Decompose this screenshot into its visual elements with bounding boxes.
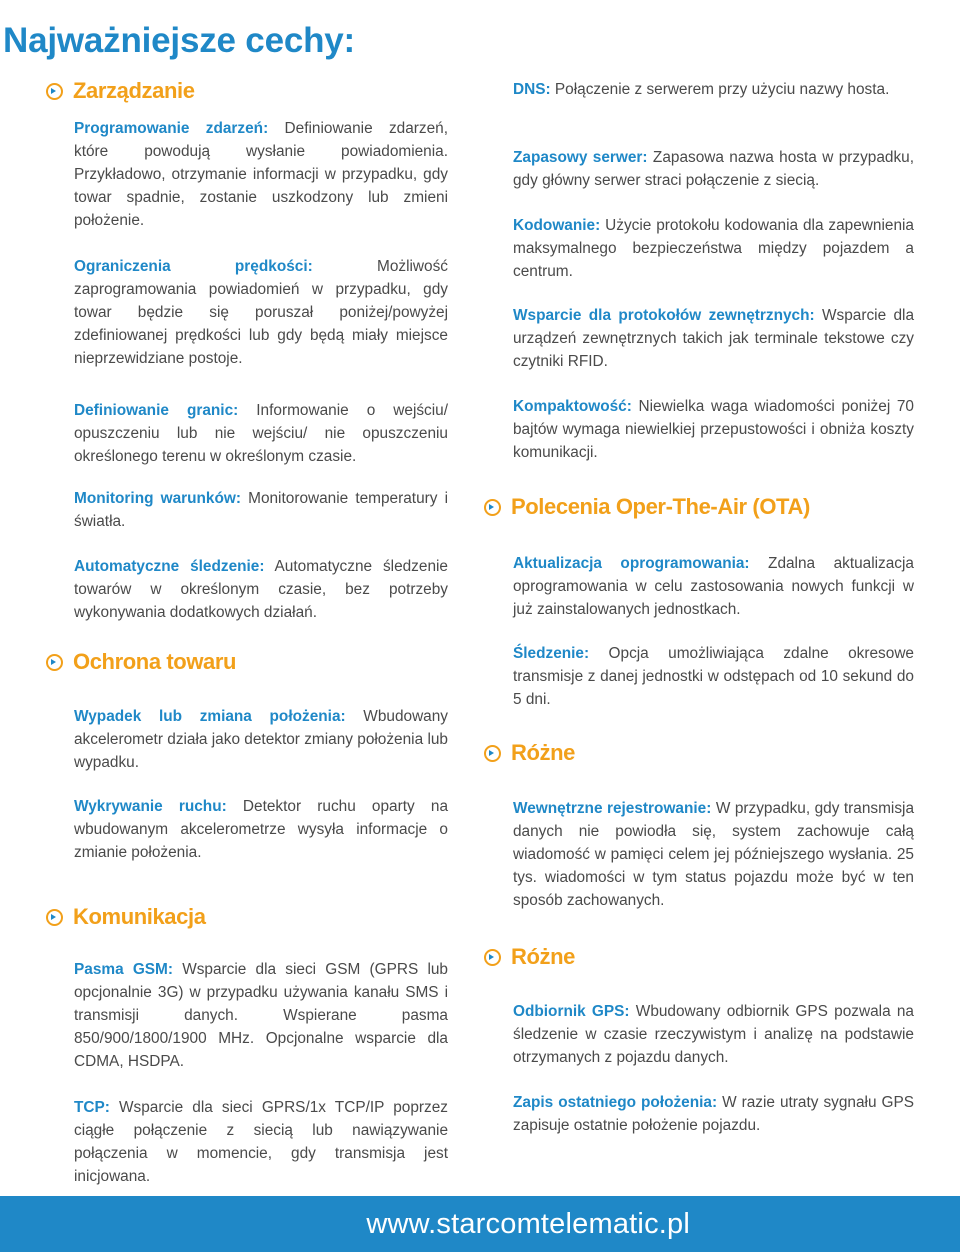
- play-circle-icon: [46, 654, 63, 671]
- footer-bar: [0, 1196, 960, 1252]
- section-title: Ochrona towaru: [73, 649, 237, 674]
- feature-term: Kompaktowość:: [513, 398, 632, 415]
- play-circle-icon: [484, 745, 501, 762]
- feature-item: [74, 487, 448, 533]
- section-header-rozne: [484, 738, 575, 768]
- feature-text: Zapasowa nazwa hosta w przypadku, gdy główny serwer straci połączenie z siecią.: [513, 149, 914, 189]
- feature-text: Wbudowany odbiornik GPS pozwala na śledzenie w czasie rzeczywistym i analizę na podstawie otrzymanych z pojazdu danych.: [513, 1003, 914, 1066]
- feature-text: Połączenie z serwerem przy użyciu nazwy hosta.: [550, 81, 890, 98]
- feature-term: Wypadek lub zmiana położenia:: [74, 708, 346, 725]
- play-circle-icon: [46, 83, 63, 100]
- feature-item: [513, 395, 914, 464]
- feature-item: [74, 555, 448, 624]
- feature-text: Monitorowanie temperatury i światła.: [74, 490, 448, 530]
- feature-item: [74, 705, 448, 774]
- feature-term: Śledzenie:: [513, 645, 590, 662]
- feature-text: Wbudowany akcelerometr działa jako detektor zmiany położenia lub wypadku.: [74, 708, 448, 771]
- feature-text: Możliwość zaprogramowania powiadomień w przypadku, gdy towar będzie się poruszał poniżej/powyżej zdefiniowanej prędkości lub gdy będą miały miejsce nieprzewidziane postoje.: [74, 258, 448, 367]
- feature-term: Kodowanie:: [513, 217, 601, 234]
- feature-text: Wsparcie dla sieci GSM (GPRS lub opcjonalnie 3G) w przypadku używania kanału SMS i transmisji danych. Wspierane pasma 850/900/1800/1900 MHz. Opcjonalne wsparcie dla CDMA, HSDPA.: [74, 961, 448, 1070]
- feature-term: Odbiornik GPS:: [513, 1003, 630, 1020]
- section-title: Zarządzanie: [73, 78, 195, 103]
- feature-term: Definiowanie granic:: [74, 402, 239, 419]
- feature-text: Niewielka waga wiadomości poniżej 70 bajtów wymaga niewielkiej przepustowości i obniża koszty komunikacji.: [513, 398, 914, 461]
- feature-text: Automatyczne śledzenie towarów w określonym czasie, bez potrzeby wykonywania dodatkowych działań.: [74, 558, 448, 621]
- play-circle-icon: [484, 949, 501, 966]
- feature-text: Wsparcie dla urządzeń zewnętrznych takich jak terminale tekstowe czy czytniki RFID.: [513, 307, 915, 370]
- play-circle-icon: [46, 909, 63, 926]
- play-circle-icon: [484, 499, 501, 516]
- section-title: Polecenia Oper-The-Air (OTA): [511, 494, 810, 519]
- feature-term: TCP:: [74, 1099, 110, 1116]
- footer-url: www.starcomtelematic.pl: [366, 1208, 690, 1240]
- section-header-komunikacja: [46, 902, 206, 932]
- section-header-ochrona-towaru: [46, 647, 236, 677]
- feature-item: [74, 255, 448, 370]
- feature-term: Monitoring warunków:: [74, 490, 241, 507]
- feature-text: Informowanie o wejściu/ opuszczeniu lub nie wejściu/ nie opuszczeniu określonego terenu w określonym czasie.: [74, 402, 449, 465]
- feature-text: Detektor ruchu oparty na wbudowanym akcelerometrze wysyła informacje o zmianie położenia.: [74, 798, 449, 861]
- page-title: Najważniejsze cechy:: [3, 21, 355, 61]
- feature-term: Programowanie zdarzeń:: [74, 120, 269, 137]
- feature-item: [74, 117, 448, 232]
- feature-term: Wsparcie dla protokołów zewnętrznych:: [513, 307, 815, 324]
- feature-term: Zapasowy serwer:: [513, 149, 648, 166]
- feature-text: W przypadku, gdy transmisja danych nie powiodła się, system zachowuje całą wiadomość w pamięci celem jej późniejszego wysłania. 25 tys. wiadomości w tym status pojazdu może być w ten sposób zachowanych.: [513, 800, 915, 909]
- feature-term: Zapis ostatniego położenia:: [513, 1094, 718, 1111]
- feature-item: [74, 958, 448, 1073]
- feature-item: [513, 214, 914, 283]
- feature-text: W razie utraty sygnału GPS zapisuje ostatnie położenie pojazdu.: [513, 1094, 914, 1134]
- feature-term: Automatyczne śledzenie:: [74, 558, 265, 575]
- feature-item: [513, 146, 914, 192]
- section-title: Różne: [511, 740, 576, 765]
- feature-item: [513, 1091, 914, 1137]
- feature-item: [74, 1096, 448, 1188]
- feature-item: [74, 795, 448, 864]
- feature-item: [513, 304, 914, 373]
- section-title: Komunikacja: [73, 904, 206, 929]
- feature-item: [74, 399, 448, 468]
- feature-item: [513, 78, 914, 101]
- section-header-zarzadzanie: [46, 76, 195, 106]
- feature-text: Definiowanie zdarzeń, które powodują wysłanie powiadomienia. Przykładowo, otrzymanie informacji w przypadku, gdy towar spadnie, zostanie uszkodzony lub zmieni położenie.: [74, 120, 449, 229]
- feature-term: DNS:: [513, 81, 551, 98]
- feature-text: Wsparcie dla sieci GPRS/1x TCP/IP poprzez ciągłe połączenie z siecią lub nawiązywanie połączenia w momencie, gdy transmisja jest inicjowana.: [74, 1099, 448, 1185]
- feature-item: [513, 1000, 914, 1069]
- feature-item: [513, 797, 914, 912]
- feature-item: [513, 552, 914, 621]
- feature-term: Ograniczenia prędkości:: [74, 258, 313, 275]
- feature-term: Wewnętrzne rejestrowanie:: [513, 800, 712, 817]
- feature-term: Pasma GSM:: [74, 961, 174, 978]
- feature-text: Zdalna aktualizacja oprogramowania w celu zastosowania nowych funkcji w już zainstalowanych jednostkach.: [513, 555, 914, 618]
- feature-term: Aktualizacja oprogramowania:: [513, 555, 750, 572]
- section-header-rozne-2: [484, 942, 575, 972]
- section-title: Różne: [511, 944, 576, 969]
- feature-text: Opcja umożliwiająca zdalne okresowe transmisje z danej jednostki w odstępach od 10 sekund do 5 dni.: [513, 645, 914, 708]
- feature-term: Wykrywanie ruchu:: [74, 798, 227, 815]
- feature-text: Użycie protokołu kodowania dla zapewnienia maksymalnego bezpieczeństwa między pojazdem a centrum.: [513, 217, 914, 280]
- section-header-ota: [484, 492, 810, 522]
- feature-item: [513, 642, 914, 711]
